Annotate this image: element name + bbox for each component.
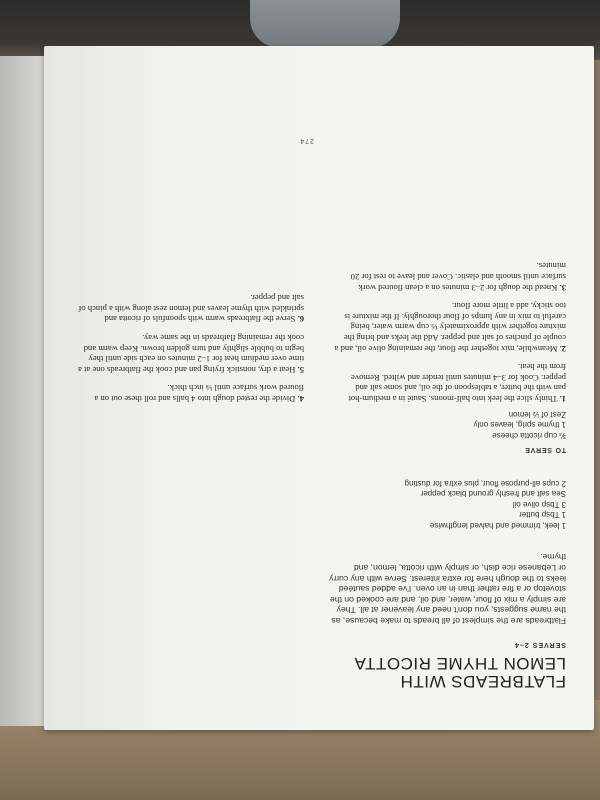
to-serve-list [326,408,566,440]
step-text: Divide the rested dough into 4 balls and roll these out on a floured work surface until ⅛ inch thick. [94,383,304,404]
ingredient-item: 3 Tbsp olive oil [512,499,566,509]
method-step [334,261,566,293]
to-serve-item: 1 thyme sprig, leaves only [473,420,566,430]
method-step [334,362,566,404]
background-figure [250,0,400,48]
serves-label: SERVES 2–4 [514,641,566,648]
step-number: 1. [559,394,566,404]
step-number: 5. [297,364,304,375]
step-text: Knead the dough for 2–3 minutes on a clean floured work surface until smooth and elastic. Cover and leave to rest for 20 minutes. [350,261,566,293]
step-number: 6. [297,314,304,325]
step-number: 4. [297,394,304,404]
page-number: 274 [299,137,314,144]
step-text: Serve the flatbreads warm with spoonfuls of ricotta and sprinkled with thyme leaves and lemon zest along with a pinch of salt and pepper. [78,293,304,325]
steps-column-left [334,253,566,404]
step-text: Thinly slice the leek into half-moons. Sauté in a medium-hot pan with the butter, a tablespoon of the oil, and some salt and pepper. Cook for 3–4 minutes until tender and wilted. Remove from the heat. [348,362,566,404]
recipe-title: FLATBREADS WITH LEMON THYME RICOTTA [354,654,566,691]
ingredient-item: 1 Tbsp butter [519,510,566,520]
ingredient-item: 1 leek, trimmed and halved lengthwise [429,521,566,530]
ingredient-item: Sea salt and freshly ground black pepper [420,489,566,499]
method-step [72,293,304,325]
ingredient-item: 2 cups all-purpose flour, plus extra for dusting [404,478,566,488]
step-number: 2. [559,343,566,354]
facing-page-edge [0,56,50,726]
step-number: 3. [559,282,566,293]
page-content-rotated [44,46,594,730]
ingredient-list [326,477,566,530]
to-serve-heading: TO SERVE [524,446,566,453]
to-serve-item: ¾ cup ricotta cheese [492,431,566,440]
book-page [44,46,594,730]
method-step [334,301,566,354]
step-text: Meanwhile, mix together the flour, the remaining olive oil, and a couple of pinches of salt and pepper. Add the leeks and bring the mixture together with approximately ⅓ cup warm water, being careful to mix in any lumps of flour thoroughly. If the mixture is too sticky, add a little more flour. [334,301,566,354]
to-serve-item: Zest of ½ lemon [508,409,566,419]
step-text: Heat a dry, nonstick frying pan and cook the flatbreads one at a time over medium heat for 1–2 minutes on each side until they begin to bubble slightly and turn golden brown. Keep warm and cook the remaining flatbreads in the same way. [78,333,304,375]
method-step [72,332,304,374]
steps-column-right [72,285,304,404]
recipe-intro: Flatbreads are the simplest of all breads to make because, as the name suggests, you don't need any leavener at all. They are simply a mix of flour, water, and oil, and are cooked on the stovetop or a fire rather than in an oven. I've added sautéed leeks to the dough here for extra interest. Serve with any curry or Lebanese rice dish, or simply with ricotta, lemon, and thyme. [329,552,566,626]
method-step [72,383,304,404]
